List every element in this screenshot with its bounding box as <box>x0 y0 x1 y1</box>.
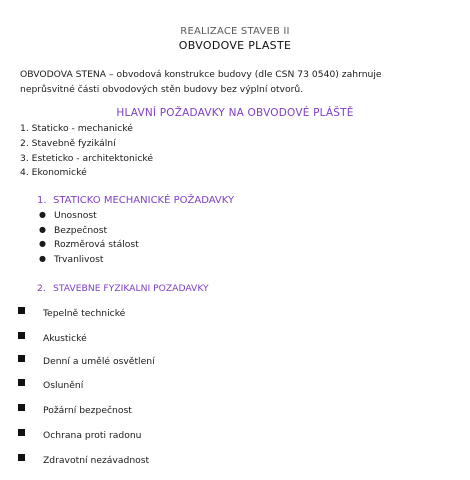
document-subtitle: REALIZACE STAVEB II <box>180 26 290 37</box>
section-2-item: Ochrana proti radonu <box>18 429 142 440</box>
requirement-item: 2. Stavebně fyzikální <box>20 138 116 149</box>
section-1-title: STATICKO MECHANICKÉ POŽADAVKY <box>53 195 235 206</box>
bullet-icon: ● <box>39 239 46 248</box>
section-1-item: ● Unosnost <box>39 210 97 221</box>
section-2-heading <box>37 284 209 293</box>
section-2-item: Denní a umělé osvětlení <box>18 355 155 366</box>
section-1-item: ● Trvanlivost <box>39 254 104 265</box>
square-bullet-icon <box>18 454 25 461</box>
section-1-item: ● Bezpečnost <box>39 225 108 236</box>
square-bullet-icon <box>18 379 25 386</box>
section-1-number: 1. <box>37 195 47 206</box>
intro-paragraph <box>20 67 460 97</box>
section-1-item: ● Rozměrová stálost <box>39 239 139 250</box>
section-1-heading <box>37 196 234 206</box>
requirement-item: 3. Esteticko - architektonické <box>20 153 154 164</box>
section-2-item: Požární bezpečnost <box>18 404 132 415</box>
section-2-item: Oslunění <box>18 379 83 390</box>
square-bullet-icon <box>18 332 25 339</box>
main-requirements-heading: HLAVNÍ POŽADAVKY NA OBVODOVÉ PLÁŠTĚ <box>116 107 354 119</box>
square-bullet-icon <box>18 355 25 362</box>
section-2-item: Tepelně technické <box>18 307 125 318</box>
section-2-item: Zdravotní nezávadnost <box>18 454 149 465</box>
intro-line-1: OBVODOVA STENA – obvodová konstrukce budovy (dle CSN 73 0540) zahrnuje <box>20 69 382 80</box>
intro-line-2: neprůsvitné části obvodových stěn budovy bez výplní otvorů. <box>20 84 304 95</box>
requirement-item: 1. Staticko - mechanické <box>20 123 133 134</box>
section-2-number: 2. <box>37 283 46 294</box>
section-2-title: STAVEBNE FYZIKALNI POZADAVKY <box>53 283 209 294</box>
square-bullet-icon <box>18 404 25 411</box>
bullet-icon: ● <box>39 225 46 234</box>
bullet-icon: ● <box>39 210 46 219</box>
requirement-item: 4. Ekonomické <box>20 167 87 178</box>
bullet-icon: ● <box>39 254 46 263</box>
square-bullet-icon <box>18 429 25 436</box>
square-bullet-icon <box>18 307 25 314</box>
document-title: OBVODOVE PLASTE <box>178 39 292 52</box>
section-2-item: Akustické <box>18 332 87 343</box>
